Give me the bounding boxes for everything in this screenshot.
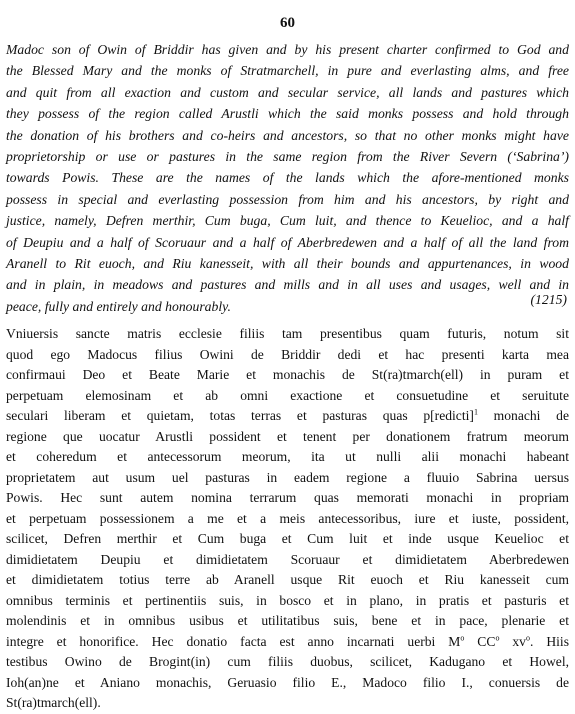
translation-line: and in plain, in meadows and pastures and mills and in all uses and usages, well and in [6, 277, 569, 293]
footnote-marker: 1 [473, 407, 478, 417]
ordinal-mark: o [495, 632, 500, 642]
latin-line: confirmaui Deo et Beate Marie et monachis de St(ra)tmarch(ell) in puram et [6, 367, 569, 382]
latin-line: quod ego Madocus filius Owini de Briddir dedi et hac presenti karta mea [6, 346, 569, 362]
charter-date: (1215) [530, 292, 567, 307]
translation-line: proprietorship or use or pastures in the same region from the River Severn (‘Sabrina’) [6, 149, 569, 165]
translation-line: peace, fully and entirely and honourably. [6, 298, 231, 314]
translation-line: Aranell to Rit euoch, and Riu kanesseit, with all their bounds and appurtenances, in wood [6, 256, 569, 272]
latin-line-segment: monachi de [477, 408, 570, 423]
latin-line: Ioh(an)ne et Aniano monachis, Geruasio filio E., Madoco filio I., conuersis de [6, 674, 569, 690]
translation-line: justice, namely, Defren merthir, Cum buga, Cum luit, and thence to Keuelioc, and a half [6, 213, 569, 229]
latin-line: dimidietatem Deupiu et dimidietatem Scoruaur et dimidietatem Aberbredewen [6, 551, 569, 567]
latin-line-segment: seculari liberam et quietam, totas terras et pasturas quas p[redicti] [6, 408, 474, 423]
translation-line: the Blessed Mary and the monks of Stratmarchell, in pure and everlasting alms, and free [6, 63, 569, 79]
latin-line: molendinis et in omnibus usibus et utilitatibus suis, bene et in pace, plenarie et [6, 613, 569, 628]
latin-line [6, 632, 569, 653]
latin-line: St(ra)tmarch(ell). [6, 695, 101, 710]
latin-line: et coheredum et antecessorum meorum, ita ut nulli alii monachi habeant [6, 449, 569, 464]
translation-line: the donation of his brothers and co-heirs and ancestors, so that no other monks might have [6, 127, 569, 143]
latin-line: scilicet, Defren merthir et Cum buga et Cum luit et inde usque Keuelioc et [6, 531, 569, 546]
page-number: 60 [280, 15, 295, 31]
ordinal-mark: o [460, 632, 465, 642]
latin-line: Vniuersis sancte matris ecclesie filiis tam presentibus quam futuris, notum sit [6, 326, 569, 341]
latin-charter-text [6, 324, 569, 714]
translation-line: of Deupiu and a half of Scoruaur and a half of Aberbredewen and a half of all the land from [6, 234, 569, 250]
translation-line: Madoc son of Owin of Briddir has given and by his present charter confirmed to God and [6, 42, 569, 57]
english-translation [6, 39, 569, 317]
ordinal-mark: o [525, 632, 530, 642]
latin-line: testibus Owino de Brogint(in) cum filiis duobus, scilicet, Kadugano et Howel, [6, 654, 569, 669]
latin-line-segment: integre et honorifice. Hec donatio facta est anno incarnati uerbi M [6, 633, 461, 649]
latin-line: omnibus terminis et pertinentiis suis, in bosco et in plano, in pratis et pasturis et [6, 592, 569, 608]
latin-line: et perpetuam possessionem a me et a meis antecessoribus, iure et iuste, possident, [6, 510, 569, 526]
translation-line: they possess of the region called Arustli which the said monks possess and hold through [6, 106, 569, 122]
translation-line: and quit from all exaction and custom and secular service, all lands and pastures which [6, 84, 569, 100]
latin-line: et dimidietatem totius terre ab Aranell usque Rit euoch et Riu kanesseit cum [6, 572, 569, 587]
latin-line: Powis. Hec sunt autem nomina terrarum quas memorati monachi in propriam [6, 490, 569, 505]
latin-line: regione que uocatur Arustli possident et tenent per donationem fratrum meorum [6, 428, 569, 444]
latin-line-segment: xv [499, 633, 526, 649]
latin-line: perpetuam elemosinam et ab omni exactione et consuetudine et seruitute [6, 387, 569, 403]
translation-line: possess in special and everlasting possession from him and his ancestors, by right and [6, 191, 569, 207]
latin-line-segment: CC [464, 633, 496, 649]
latin-line [6, 406, 569, 427]
latin-line: proprietatem aut usum uel pasturas in eadem regione a fluuio Sabrina uersus [6, 469, 569, 485]
latin-line-segment: . Hiis [529, 633, 569, 649]
translation-line: towards Powis. These are the names of the lands which the afore-mentioned monks [6, 170, 569, 186]
